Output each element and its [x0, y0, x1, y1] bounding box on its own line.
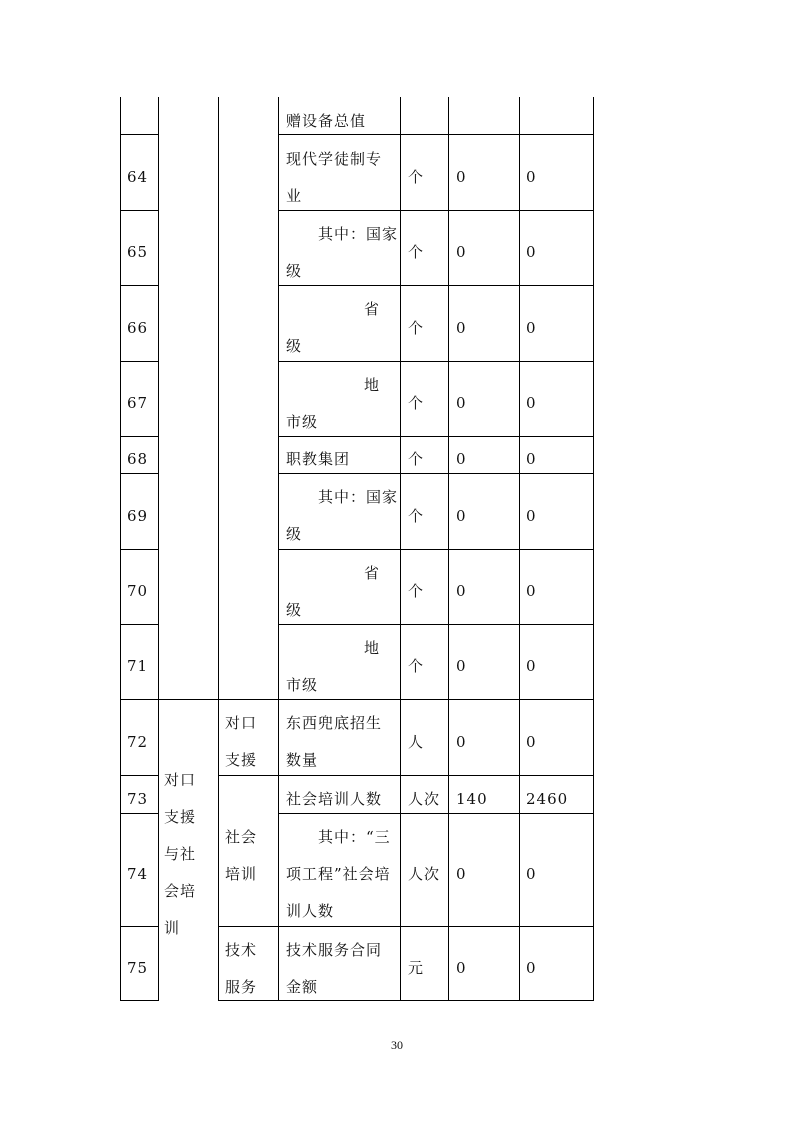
row-unit: 个	[408, 168, 425, 186]
row-divider	[120, 436, 158, 437]
row-unit: 个	[408, 582, 425, 600]
row-name: 技术服务合同 金额	[286, 941, 383, 996]
row-value-1: 0	[456, 582, 467, 600]
row-unit: 个	[408, 319, 425, 337]
row-name: 地 市级	[286, 376, 380, 431]
row-value-1: 0	[456, 450, 467, 468]
row-value-1: 0	[456, 243, 467, 261]
row-number: 66	[127, 319, 149, 337]
row-value-2: 0	[526, 733, 537, 751]
row-value-2: 0	[526, 507, 537, 525]
table-column-divider	[218, 97, 219, 1001]
table-column-divider	[158, 97, 159, 1001]
category-label: 对口 支援 与社 会培 训	[164, 771, 197, 937]
row-number: 71	[127, 657, 149, 675]
row-number: 72	[127, 733, 149, 751]
row-divider	[120, 549, 158, 550]
row-number: 70	[127, 582, 149, 600]
row-name: 现代学徒制专 业	[286, 150, 383, 205]
subcategory-label: 社会 培训	[225, 828, 258, 883]
row-name: 赠设备总值	[286, 112, 367, 130]
row-value-2: 0	[526, 657, 537, 675]
row-unit: 人次	[408, 865, 441, 883]
row-name: 地 市级	[286, 639, 380, 694]
row-number: 67	[127, 394, 149, 412]
row-value-1: 0	[456, 507, 467, 525]
subcategory-label: 技术 服务	[225, 941, 258, 996]
row-number: 68	[127, 450, 149, 468]
row-name: 其中：“三 项工程”社会培 训人数	[286, 828, 391, 920]
table-border-bottom	[120, 1000, 158, 1001]
table-border-right	[593, 97, 594, 1001]
row-name: 其中：国家 级	[286, 488, 399, 543]
row-unit: 个	[408, 507, 425, 525]
row-value-2: 0	[526, 243, 537, 261]
row-value-2: 0	[526, 168, 537, 186]
row-number: 73	[127, 790, 149, 808]
row-unit: 人次	[408, 790, 441, 808]
row-number: 74	[127, 865, 149, 883]
page-number: 30	[391, 1038, 403, 1052]
row-number: 64	[127, 168, 149, 186]
row-unit: 元	[408, 959, 425, 977]
row-name: 其中：国家 级	[286, 225, 399, 280]
subcategory-label: 对口 支援	[225, 714, 258, 769]
row-unit: 人	[408, 733, 425, 751]
row-divider	[120, 926, 158, 927]
row-divider	[218, 926, 593, 927]
row-value-2: 0	[526, 394, 537, 412]
row-value-2: 0	[526, 450, 537, 468]
row-divider	[120, 210, 158, 211]
row-unit: 个	[408, 243, 425, 261]
row-divider	[120, 624, 158, 625]
row-name: 省 级	[286, 300, 380, 355]
row-unit: 个	[408, 657, 425, 675]
row-value-1: 140	[456, 790, 488, 808]
row-value-1: 0	[456, 168, 467, 186]
row-name: 省 级	[286, 564, 380, 619]
row-value-1: 0	[456, 733, 467, 751]
row-value-1: 0	[456, 319, 467, 337]
row-value-2: 2460	[526, 790, 569, 808]
row-value-2: 0	[526, 582, 537, 600]
row-value-2: 0	[526, 319, 537, 337]
row-unit: 个	[408, 394, 425, 412]
row-unit: 个	[408, 450, 425, 468]
row-value-1: 0	[456, 959, 467, 977]
row-divider	[120, 285, 158, 286]
row-name: 东西兜底招生 数量	[286, 714, 383, 769]
row-name: 社会培训人数	[286, 790, 383, 808]
row-number: 75	[127, 959, 149, 977]
row-value-1: 0	[456, 657, 467, 675]
row-value-1: 0	[456, 394, 467, 412]
row-number: 65	[127, 243, 149, 261]
row-value-1: 0	[456, 865, 467, 883]
row-name: 职教集团	[286, 450, 351, 468]
row-value-2: 0	[526, 959, 537, 977]
row-divider	[120, 134, 158, 135]
row-value-2: 0	[526, 865, 537, 883]
row-number: 69	[127, 507, 149, 525]
row-divider	[120, 361, 158, 362]
row-divider	[120, 775, 158, 776]
